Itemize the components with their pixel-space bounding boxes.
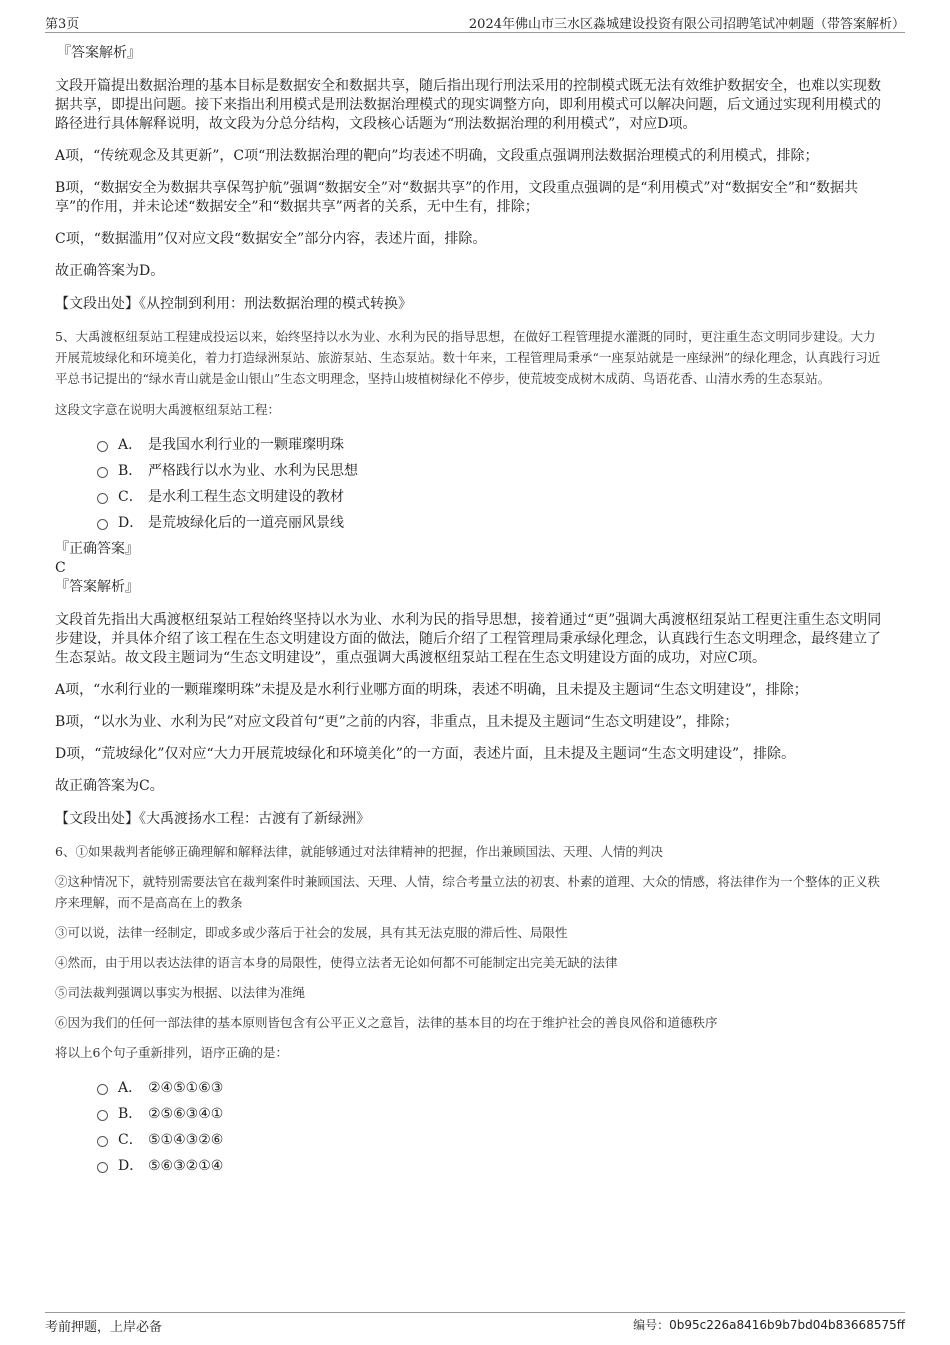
document-code	[633, 1316, 905, 1333]
q4-conclusion: 故正确答案为D。	[55, 263, 165, 279]
radio-icon[interactable]	[97, 1110, 108, 1121]
q5-answer-label: 『正确答案』	[55, 541, 139, 557]
q5-conclusion: 故正确答案为C。	[55, 778, 164, 794]
q5-option-d-analysis: D项，“荒坡绿化”仅对应“大力开展荒坡绿化和环境美化”的一方面，表述片面，且未提及主题词“生态文明建设”，排除。	[55, 746, 796, 762]
q4-analysis-text: 文段开篇提出数据治理的基本目标是数据安全和数据共享，随后指出现行刑法采用的控制模式既无法有效维护数据安全，也难以实现数据共享，即提出问题。接下来指出利用模式是刑法数据治理模式的现实调整方向，即利用模式可以解决问题，后文通过实现利用模式的路径进行具体解释说明，故文段为分总分结构，文段核心话题为“刑法数据治理的利用模式”，对应D项。	[55, 78, 881, 132]
q5-option-b[interactable]: B． 严格践行以水为业、水利为民思想	[97, 458, 885, 484]
q6-question: 将以上6个句子重新排列，语序正确的是：	[55, 1045, 288, 1060]
q5-option-a-analysis: A项，“水利行业的一颗璀璨明珠”未提及是水利行业哪方面的明珠，表述不明确，且未提及主题词“生态文明建设”，排除；	[55, 682, 808, 698]
radio-icon[interactable]	[97, 493, 108, 504]
q5-answer: C	[55, 560, 66, 576]
footer-slogan: 考前押题，上岸必备	[45, 1320, 163, 1335]
q4-source: 【文段出处】《从控制到利用：刑法数据治理的模式转换》	[55, 296, 412, 312]
page-footer	[45, 1312, 905, 1335]
q6-sentence-3: ③可以说，法律一经制定，即或多或少落后于社会的发展，具有其无法克服的滞后性、局限性	[55, 925, 568, 940]
q6-sentence-1: 6、①如果裁判者能够正确理解和解释法律，就能够通过对法律精神的把握，作出兼顾国法、天理、人情的判决	[55, 844, 663, 859]
document-title: 2024年佛山市三水区淼城建设投资有限公司招聘笔试冲刺题（带答案解析）	[468, 17, 905, 32]
q5-stem: 5、大禹渡枢纽泵站工程建成投运以来，始终坚持以水为业、水利为民的指导思想，在做好工程管理提水灌溉的同时，更注重生态文明同步建设。大力开展荒坡绿化和环境美化，着力打造绿洲泵站、旅游泵站、生态泵站。数十年来，工程管理局秉承“一座泵站就是一座绿洲”的绿化理念，认真践行习近平总书记提出的“绿水青山就是金山银山”生态文明理念，坚持山坡植树绿化不停步，使荒坡变成树木成荫、鸟语花香、山清水秀的生态泵站。	[55, 329, 881, 386]
q4-option-b-analysis: B项，“数据安全为数据共享保驾护航”强调“数据安全”对“数据共享”的作用，文段重点强调的是“利用模式”对“数据安全”和“数据共享”的作用，并未论述“数据安全”和“数据共享”两者的关系，无中生有，排除；	[55, 180, 859, 215]
radio-icon[interactable]	[97, 1084, 108, 1095]
q5-option-b-analysis: B项，“以水为业、水利为民”对应文段首句“更”之前的内容，非重点，且未提及主题词“生态文明建设”，排除；	[55, 714, 739, 730]
q5-option-a[interactable]: A． 是我国水利行业的一颗璀璨明珠	[97, 432, 885, 458]
q6-option-b[interactable]: B． ②⑤⑥③④①	[97, 1101, 885, 1127]
code-label: 编号：	[633, 1318, 670, 1332]
q4-option-c-analysis: C项，“数据滥用”仅对应文段“数据安全”部分内容，表述片面，排除。	[55, 231, 487, 247]
q6-sentence-4: ④然而，由于用以表达法律的语言本身的局限性，使得立法者无论如何都不可能制定出完美无缺的法律	[55, 955, 618, 970]
q5-question: 这段文字意在说明大禹渡枢纽泵站工程：	[55, 402, 281, 417]
radio-icon[interactable]	[97, 467, 108, 478]
q5-source: 【文段出处】《大禹渡扬水工程：古渡有了新绿洲》	[55, 811, 370, 827]
q6-option-c[interactable]: C． ⑤①④③②⑥	[97, 1127, 885, 1153]
q5-analysis-label: 『答案解析』	[55, 579, 139, 595]
q6-options	[55, 1075, 885, 1179]
radio-icon[interactable]	[97, 1136, 108, 1147]
q6-sentence-5: ⑤司法裁判强调以事实为根据、以法律为准绳	[55, 985, 306, 1000]
q6-option-d[interactable]: D． ⑤⑥③②①④	[97, 1153, 885, 1179]
q6-option-a[interactable]: A． ②④⑤①⑥③	[97, 1075, 885, 1101]
q5-analysis-text: 文段首先指出大禹渡枢纽泵站工程始终坚持以水为业、水利为民的指导思想，接着通过“更”强调大禹渡枢纽泵站工程更注重生态文明同步建设，并具体介绍了该工程在生态文明建设方面的做法，随后介绍了工程管理局秉承绿化理念，认真践行生态文明理念，最终建立了生态泵站。故文段主题词为“生态文明建设”，重点强调大禹渡枢纽泵站工程在生态文明建设方面的成功，对应C项。	[55, 612, 882, 666]
q6-sentence-2: ②这种情况下，就特别需要法官在裁判案件时兼顾国法、天理、人情，综合考量立法的初衷、朴素的道理、大众的情感，将法律作为一个整体的正义秩序来理解，而不是高高在上的教条	[55, 874, 881, 910]
radio-icon[interactable]	[97, 519, 108, 530]
page-header	[45, 10, 905, 33]
q5-option-d[interactable]: D． 是荒坡绿化后的一道亮丽风景线	[97, 510, 885, 536]
q5-option-c[interactable]: C． 是水利工程生态文明建设的教材	[97, 484, 885, 510]
radio-icon[interactable]	[97, 1162, 108, 1173]
code-value: 0b95c226a8416b9b7bd04b83668575ff	[669, 1318, 905, 1332]
radio-icon[interactable]	[97, 441, 108, 452]
q5-options	[55, 432, 885, 536]
q4-analysis-label: 『答案解析』	[57, 45, 141, 61]
page-content	[55, 44, 885, 1179]
q6-sentence-6: ⑥因为我们的任何一部法律的基本原则皆包含有公平正义之意旨，法律的基本目的均在于维护社会的善良风俗和道德秩序	[55, 1015, 718, 1030]
page-number: 第3页	[45, 17, 80, 32]
q4-option-a-analysis: A项，“传统观念及其更新”，C项“刑法数据治理的靶向”均表述不明确，文段重点强调刑法数据治理模式的利用模式，排除；	[55, 148, 819, 164]
